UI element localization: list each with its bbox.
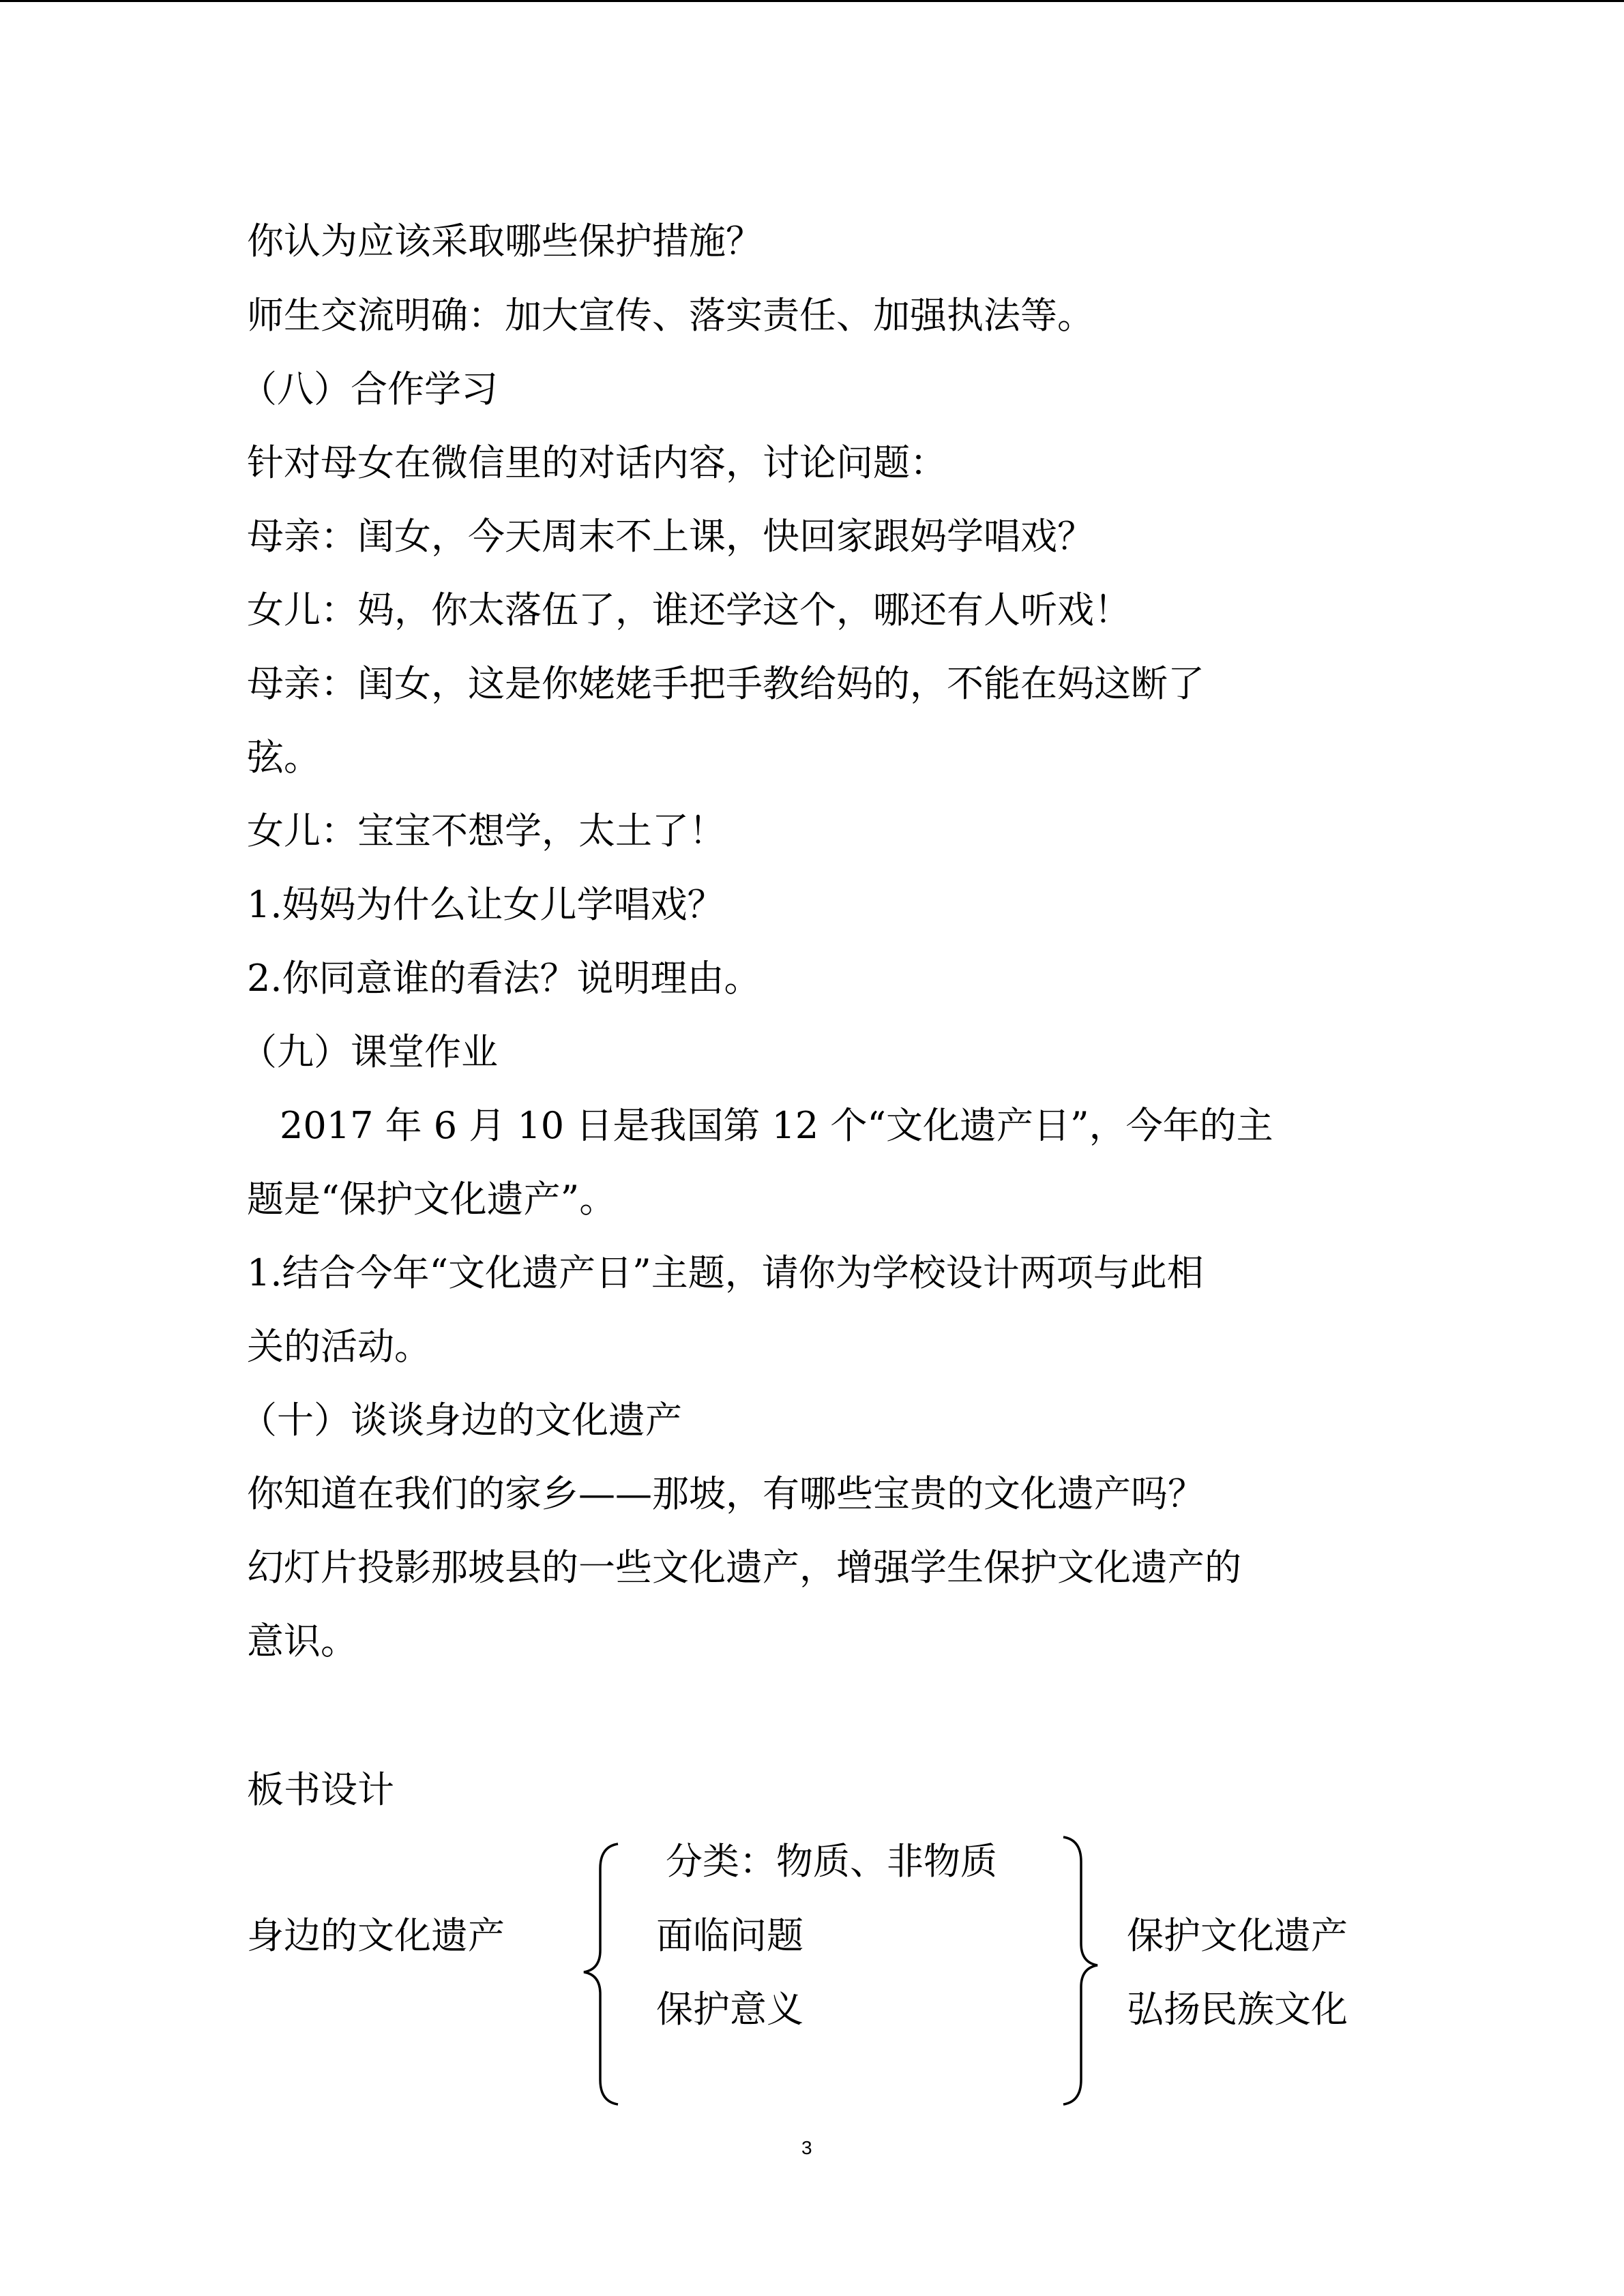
board-item-problems: 面临问题 bbox=[656, 1914, 803, 1957]
dialogue-mother-2-cont: 弦。 bbox=[247, 736, 321, 779]
text-line-18: 你知道在我们的家乡——那坡，有哪些宝贵的文化遗产吗？ bbox=[247, 1472, 1205, 1515]
left-brace-icon bbox=[580, 1841, 621, 2107]
dialogue-mother-1: 母亲：闺女，今天周末不上课，快回家跟妈学唱戏？ bbox=[247, 515, 1094, 558]
homework-task-1-cont: 关的活动。 bbox=[247, 1325, 431, 1368]
text-line-2: 师生交流明确：加大宣传、落实责任、加强执法等。 bbox=[247, 294, 1094, 337]
question-1: 1.妈妈为什么让女儿学唱戏？ bbox=[247, 883, 724, 926]
homework-intro: 2017 年 6 月 10 日是我国第 12 个“文化遗产日”，今年的主 bbox=[280, 1104, 1273, 1147]
homework-intro-cont: 题是“保护文化遗产”。 bbox=[247, 1178, 617, 1221]
board-item-significance: 保护意义 bbox=[656, 1988, 803, 2031]
section-heading-10: （十）谈谈身边的文化遗产 bbox=[240, 1399, 682, 1442]
dialogue-mother-2: 母亲：闺女，这是你姥姥手把手教给妈的，不能在妈这断了 bbox=[247, 662, 1205, 705]
board-design-title: 板书设计 bbox=[247, 1768, 394, 1811]
dialogue-daughter-2: 女儿：宝宝不想学，太土了！ bbox=[247, 809, 726, 852]
question-2: 2.你同意谁的看法？说明理由。 bbox=[247, 957, 761, 1000]
homework-task-1: 1.结合今年“文化遗产日”主题，请你为学校设计两项与此相 bbox=[247, 1251, 1204, 1294]
section-heading-8: （八）合作学习 bbox=[240, 368, 498, 411]
right-brace-icon bbox=[1061, 1834, 1102, 2107]
board-topic: 身边的文化遗产 bbox=[247, 1914, 505, 1957]
text-line-1: 你认为应该采取哪些保护措施？ bbox=[247, 220, 763, 263]
dialogue-daughter-1: 女儿：妈，你太落伍了，谁还学这个，哪还有人听戏！ bbox=[247, 588, 1131, 631]
page-number: 3 bbox=[801, 2137, 812, 2158]
section-heading-9: （九）课堂作业 bbox=[240, 1030, 498, 1073]
text-line-20: 意识。 bbox=[247, 1620, 357, 1663]
text-line-19: 幻灯片投影那坡县的一些文化遗产，增强学生保护文化遗产的 bbox=[247, 1546, 1241, 1589]
board-outcome-protect: 保护文化遗产 bbox=[1127, 1914, 1348, 1957]
board-outcome-promote: 弘扬民族文化 bbox=[1127, 1988, 1348, 2031]
text-line-4: 针对母女在微信里的对话内容，讨论问题： bbox=[247, 441, 947, 484]
board-item-classification: 分类：物质、非物质 bbox=[666, 1840, 997, 1883]
